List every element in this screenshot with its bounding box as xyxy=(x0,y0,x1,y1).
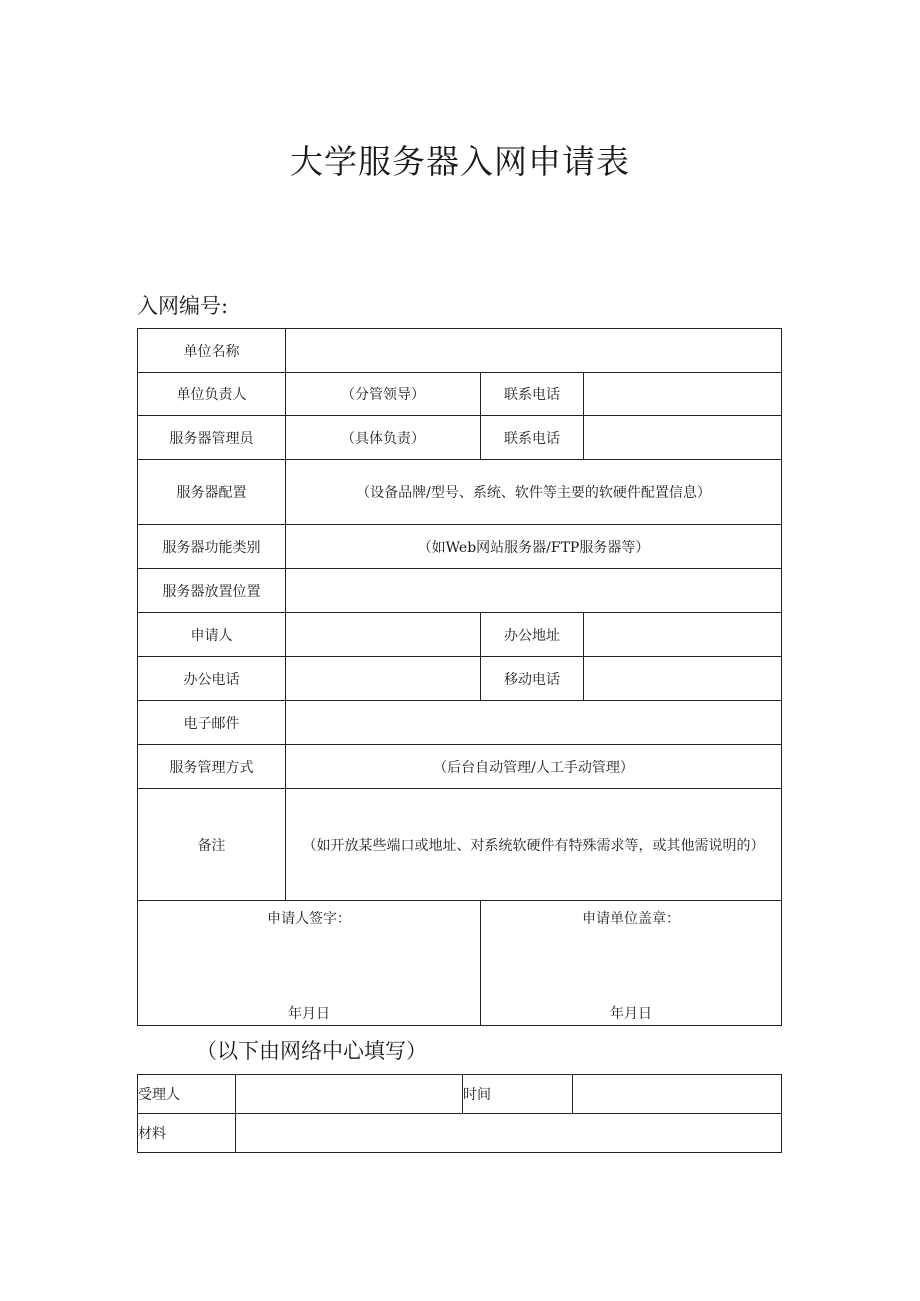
form-title: 大学服务器入网申请表 xyxy=(290,142,630,181)
row-management-mode xyxy=(138,745,782,789)
materials-field[interactable] xyxy=(236,1114,782,1153)
applicant-field[interactable] xyxy=(286,613,481,657)
receiver-field[interactable] xyxy=(236,1075,463,1114)
server-admin-label: 服务器管理员 xyxy=(138,416,286,460)
unit-head-label: 单位负责人 xyxy=(138,373,286,416)
row-remarks xyxy=(138,789,782,901)
row-server-config xyxy=(138,460,782,525)
row-phones xyxy=(138,657,782,701)
application-form-table xyxy=(137,328,782,1026)
server-function-label: 服务器功能类别 xyxy=(138,525,286,569)
row-applicant xyxy=(138,613,782,657)
materials-label: 材料 xyxy=(138,1114,236,1153)
unit-seal-date: 年月日 xyxy=(610,1006,652,1022)
office-phone-label: 办公电话 xyxy=(138,657,286,701)
row-materials xyxy=(138,1114,782,1153)
row-unit-name xyxy=(138,329,782,373)
management-mode-label: 服务管理方式 xyxy=(138,745,286,789)
receiver-label: 受理人 xyxy=(138,1075,236,1114)
server-location-field[interactable] xyxy=(286,569,782,613)
applicant-label: 申请人 xyxy=(138,613,286,657)
network-center-heading: （以下由网络中心填写） xyxy=(196,1039,427,1063)
row-server-admin xyxy=(138,416,782,460)
applicant-signature-label: 申请人签字： xyxy=(267,911,351,927)
server-admin-phone-label: 联系电话 xyxy=(481,416,584,460)
time-label: 时间 xyxy=(463,1075,573,1114)
row-signatures xyxy=(138,901,782,1026)
row-server-function xyxy=(138,525,782,569)
registration-number-label: 入网编号: xyxy=(137,294,229,318)
management-mode-field[interactable]: （后台自动管理/人工手动管理） xyxy=(286,745,782,789)
server-function-field[interactable]: （如Web网站服务器/FTP服务器等） xyxy=(286,525,782,569)
remarks-label: 备注 xyxy=(138,789,286,901)
applicant-signature-date: 年月日 xyxy=(288,1006,330,1022)
time-field[interactable] xyxy=(573,1075,782,1114)
server-admin-phone-field[interactable] xyxy=(584,416,782,460)
server-location-label: 服务器放置位置 xyxy=(138,569,286,613)
unit-head-phone-field[interactable] xyxy=(584,373,782,416)
unit-seal-label: 申请单位盖章： xyxy=(582,911,680,927)
office-address-field[interactable] xyxy=(584,613,782,657)
server-config-label: 服务器配置 xyxy=(138,460,286,525)
server-admin-field[interactable]: （具体负责） xyxy=(286,416,481,460)
unit-head-phone-label: 联系电话 xyxy=(481,373,584,416)
server-config-field[interactable]: （设备品牌/型号、系统、软件等主要的软硬件配置信息） xyxy=(286,460,782,525)
network-center-table xyxy=(137,1074,782,1153)
unit-head-field[interactable]: （分管领导） xyxy=(286,373,481,416)
office-address-label: 办公地址 xyxy=(481,613,584,657)
email-field[interactable] xyxy=(286,701,782,745)
remarks-field[interactable]: （如开放某些端口或地址、对系统软硬件有特殊需求等，或其他需说明的） xyxy=(286,789,782,901)
unit-name-field[interactable] xyxy=(286,329,782,373)
applicant-signature-box[interactable] xyxy=(138,901,481,1026)
mobile-phone-field[interactable] xyxy=(584,657,782,701)
row-receiver xyxy=(138,1075,782,1114)
email-label: 电子邮件 xyxy=(138,701,286,745)
mobile-phone-label: 移动电话 xyxy=(481,657,584,701)
row-unit-head xyxy=(138,373,782,416)
office-phone-field[interactable] xyxy=(286,657,481,701)
row-email xyxy=(138,701,782,745)
row-server-location xyxy=(138,569,782,613)
unit-seal-box[interactable] xyxy=(481,901,782,1026)
unit-name-label: 单位名称 xyxy=(138,329,286,373)
